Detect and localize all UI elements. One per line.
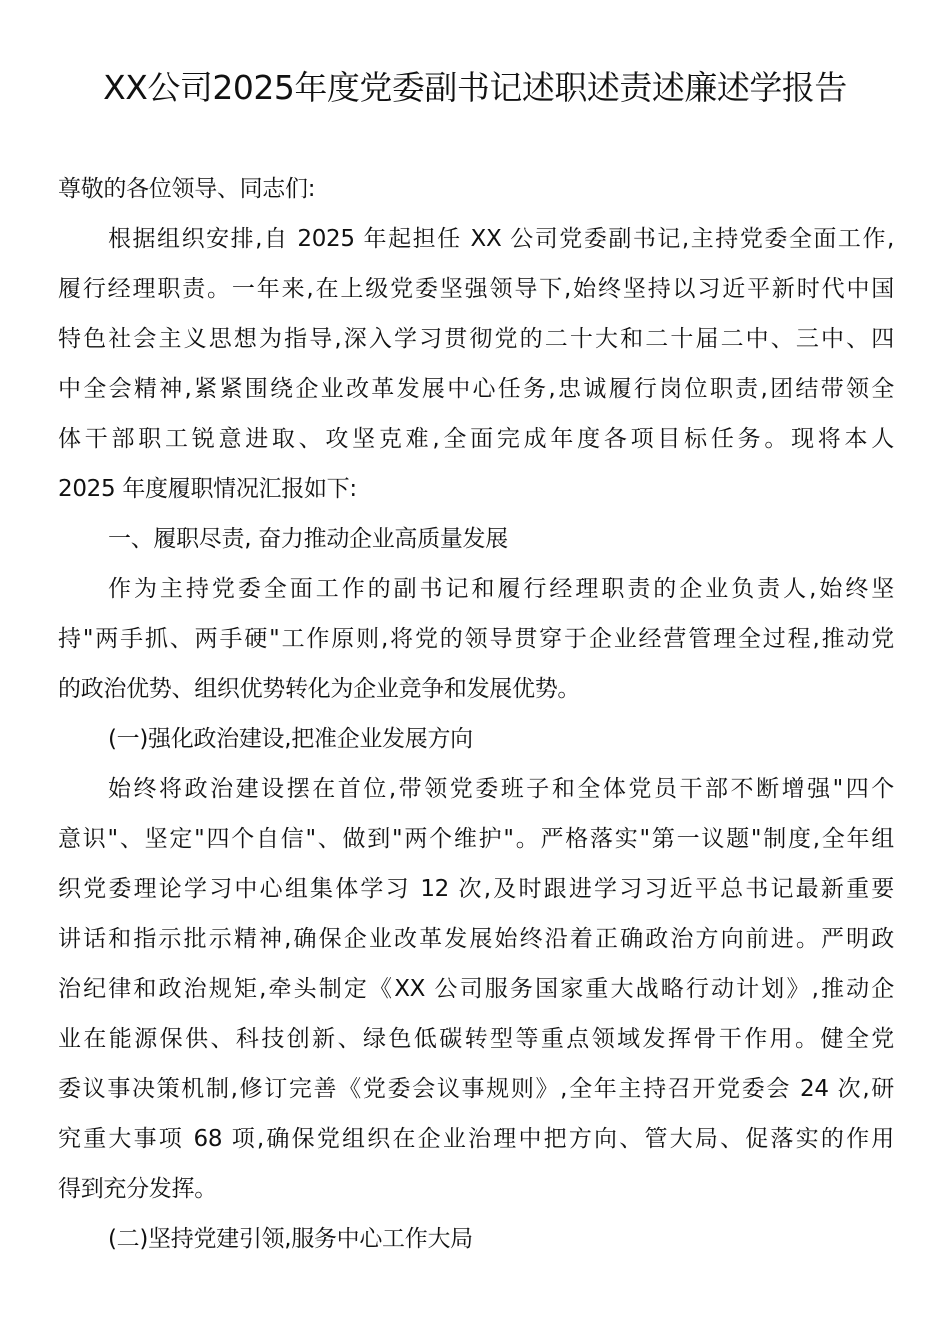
paragraph-line: 得到充分发挥。: [58, 1176, 217, 1202]
paragraph-line: 意识"、坚定"四个自信"、做到"两个维护"。严格落实"第一议题"制度,全年组: [58, 826, 894, 852]
greeting: 尊敬的各位领导、同志们:: [58, 176, 316, 202]
paragraph-intro: [58, 214, 894, 514]
section-heading-1: 一、履职尽责, 奋力推动企业高质量发展: [108, 526, 508, 552]
subsection-heading-1: (一)强化政治建设,把准企业发展方向: [108, 726, 473, 752]
paragraph-section-1-intro: [58, 564, 894, 714]
document-title: XX公司2025年度党委副书记述职述责述廉述学报告: [103, 68, 847, 107]
paragraph-line: 讲话和指示批示精神,确保企业改革发展始终沿着正确政治方向前进。严明政: [58, 926, 894, 952]
paragraph-line: 业在能源保供、科技创新、绿色低碳转型等重点领域发挥骨干作用。健全党: [58, 1026, 894, 1052]
paragraph-line: 中全会精神,紧紧围绕企业改革发展中心任务,忠诚履行岗位职责,团结带领全: [58, 376, 894, 402]
document-body: [58, 164, 894, 1264]
paragraph-line: 持"两手抓、两手硬"工作原则,将党的领导贯穿于企业经营管理全过程,推动党: [58, 626, 894, 652]
paragraph-line: 织党委理论学习中心组集体学习 12 次,及时跟进学习习近平总书记最新重要: [58, 876, 894, 902]
paragraph-line: 治纪律和政治规矩,牵头制定《XX 公司服务国家重大战略行动计划》,推动企: [58, 976, 894, 1002]
paragraph-line: 究重大事项 68 项,确保党组织在企业治理中把方向、管大局、促落实的作用: [58, 1126, 894, 1152]
paragraph-line: 始终将政治建设摆在首位,带领党委班子和全体党员干部不断增强"四个: [108, 776, 894, 802]
paragraph-line: 作为主持党委全面工作的副书记和履行经理职责的企业负责人,始终坚: [108, 576, 894, 602]
paragraph-line: 特色社会主义思想为指导,深入学习贯彻党的二十大和二十届二中、三中、四: [58, 326, 894, 352]
paragraph-line: 2025 年度履职情况汇报如下:: [58, 476, 357, 502]
paragraph-line: 履行经理职责。一年来,在上级党委坚强领导下,始终坚持以习近平新时代中国: [58, 276, 894, 302]
paragraph-line: 委议事决策机制,修订完善《党委会议事规则》,全年主持召开党委会 24 次,研: [58, 1076, 894, 1102]
paragraph-political-building: [58, 764, 894, 1214]
paragraph-line: 体干部职工锐意进取、攻坚克难,全面完成年度各项目标任务。现将本人: [58, 426, 894, 452]
paragraph-line: 根据组织安排,自 2025 年起担任 XX 公司党委副书记,主持党委全面工作,: [108, 226, 894, 252]
subsection-heading-2: (二)坚持党建引领,服务中心工作大局: [108, 1226, 473, 1252]
paragraph-line: 的政治优势、组织优势转化为企业竞争和发展优势。: [58, 676, 581, 702]
